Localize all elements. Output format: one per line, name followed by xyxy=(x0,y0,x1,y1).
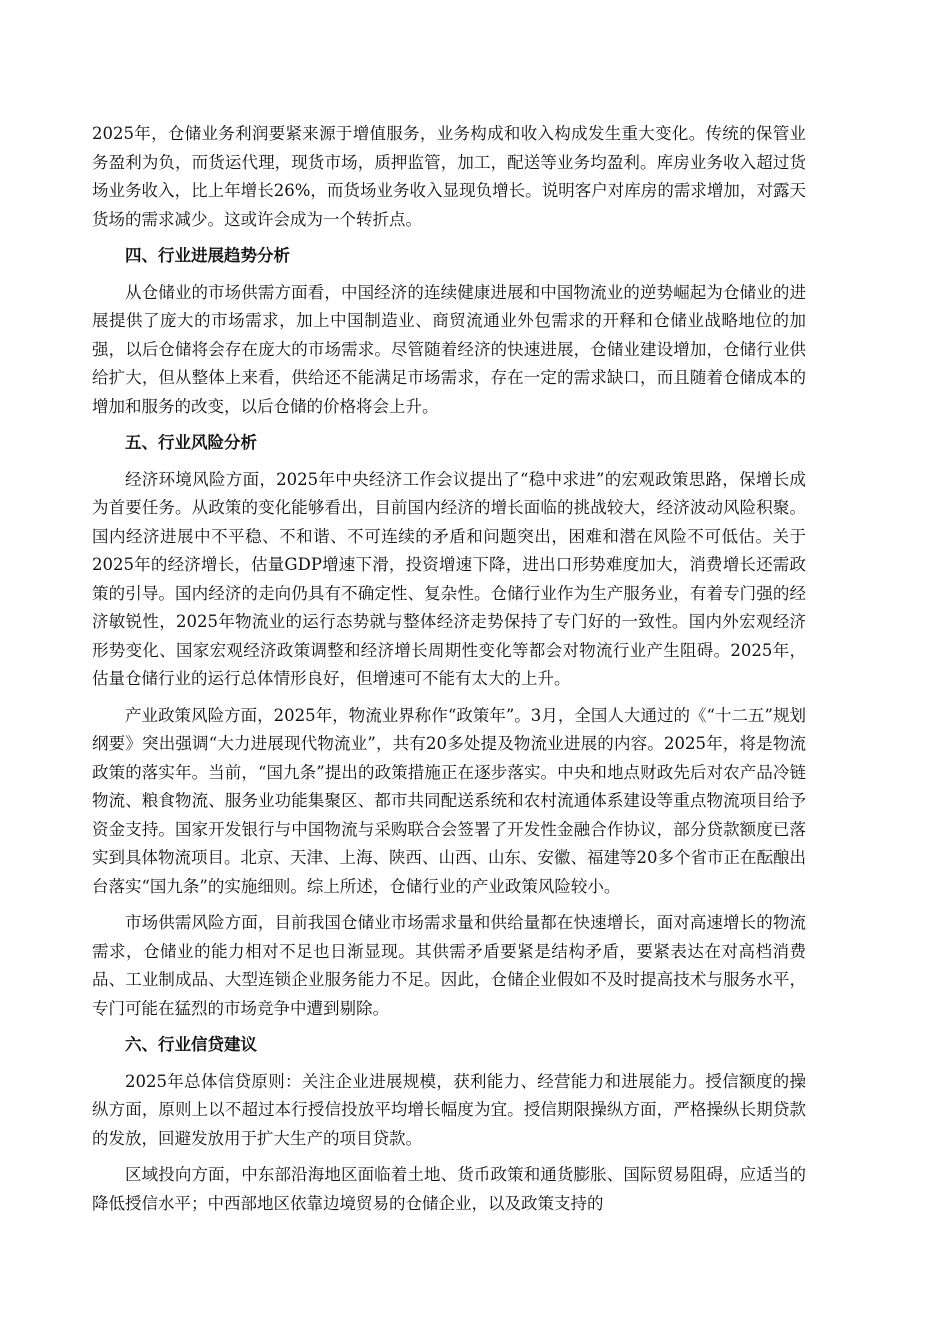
paragraph-policy-risk: 产业政策风险方面，2025年，物流业界称作“政策年”。3月，全国人大通过的《“十二五”规划纲要》突出强调“大力进展现代物流业”，共有20多处提及物流业进展的内容。2025年，将是物流政策的落实年。当前，“国九条”提出的政策措施正在逐步落实。中央和地点财政先后对农产品冷链物流、粮食物流、服务业功能集聚区、都市共同配送系统和农村流通体系建设等重点物流项目给予资金支持。国家开发银行与中国物流与采购联合会签署了开发性金融合作协议，部分贷款额度已落实到具体物流项目。北京、天津、上海、陕西、山西、山东、安徽、福建等20多个省市正在酝酿出台落实“国九条”的实施细则。综上所述，仓储行业的产业政策风险较小。 xyxy=(92,705,806,896)
paragraph-warehouse-profit: 2025年，仓储业务利润要紧来源于增值服务，业务构成和收入构成发生重大变化。传统的保管业务盈利为负，而货运代理，现货市场，质押监管，加工，配送等业务均盈利。库房业务收入超过货场业务收入，比上年增长26%，而货场业务收入显现负增长。说明客户对库房的需求增加，对露天货场的需求减少。这或许会成为一个转折点。 xyxy=(92,124,806,229)
paragraph-supply-demand: 从仓储业的市场供需方面看，中国经济的连续健康进展和中国物流业的逆势崛起为仓储业的进展提供了庞大的市场需求，加上中国制造业、商贸流通业外包需求的开释和仓储业战略地位的加强，以后仓储将会存在庞大的市场需求。尽管随着经济的快速进展，仓储业建设增加，仓储行业供给扩大，但从整体上来看，供给还不能满足市场需求，存在一定的需求缺口，而且随着仓储成本的增加和服务的改变，以后仓储的价格将会上升。 xyxy=(92,282,806,416)
section-heading-risk: 五、行业风险分析 xyxy=(125,433,257,452)
paragraph-market-risk: 市场供需风险方面，目前我国仓储业市场需求量和供给量都在快速增长，面对高速增长的物流需求，仓储业的能力相对不足也日渐显现。其供需矛盾要紧是结构矛盾，要紧表达在对高档消费品、工业制成品、大型连锁企业服务能力不足。因此，仓储企业假如不及时提高技术与服务水平，专门可能在猛烈的市场竞争中遭到剔除。 xyxy=(92,913,806,1018)
paragraph-regional-direction: 区域投向方面，中东部沿海地区面临着土地、货币政策和通货膨胀、国际贸易阻碍，应适当的降低授信水平；中西部地区依靠边境贸易的仓储企业，以及政策支持的 xyxy=(92,1165,806,1213)
section-heading-credit: 六、行业信贷建议 xyxy=(125,1035,257,1054)
paragraph-credit-principle: 2025年总体信贷原则：关注企业进展规模，获利能力、经营能力和进展能力。授信额度的操纵方面，原则上以不超过本行授信投放平均增长幅度为宜。授信期限操纵方面，严格操纵长期贷款的发放，回避发放用于扩大生产的项目贷款。 xyxy=(92,1071,806,1148)
document-page xyxy=(92,120,806,1226)
section-heading-trend: 四、行业进展趋势分析 xyxy=(125,246,290,265)
paragraph-economic-risk: 经济环境风险方面，2025年中央经济工作会议提出了“稳中求进”的宏观政策思路，保增长成为首要任务。从政策的变化能够看出，目前国内经济的增长面临的挑战较大，经济波动风险积聚。国内经济进展中不平稳、不和谐、不可连续的矛盾和问题突出，困难和潜在风险不可低估。关于2025年的经济增长，估量GDP增速下滑，投资增速下降，进出口形势难度加大，消费增长还需政策的引导。国内经济的走向仍具有不确定性、复杂性。仓储行业作为生产服务业，有着专门强的经济敏锐性，2025年物流业的运行态势就与整体经济走势保持了专门好的一致性。国内外宏观经济形势变化、国家宏观经济政策调整和经济增长周期性变化等都会对物流行业产生阻碍。2025年，估量仓储行业的运行总体情形良好，但增速可不能有太大的上升。 xyxy=(92,469,806,688)
